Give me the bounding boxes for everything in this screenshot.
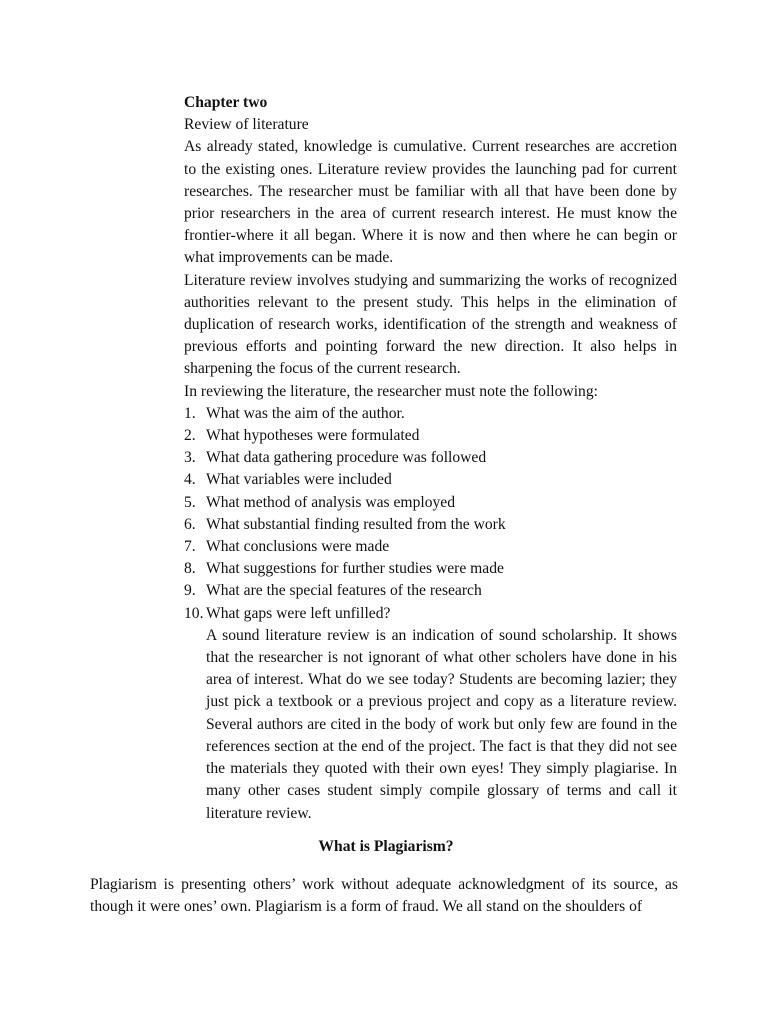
list-item-number: 4. [184, 471, 196, 489]
list-item-number: 5. [184, 493, 196, 511]
paragraph-knowledge: As already stated, knowledge is cumulative. Current researches are accretion to the existing ones. Literature review provides the launching pad for current researches. The researcher must be familiar with all that have been done by prior researchers in the area of current research interest. He must know the frontier-where it all began. Where it is now and then where he can begin or what improvements can be made. [184, 138, 677, 267]
list-item-text: What are the special features of the research [206, 582, 482, 600]
plagiarism-heading-text: What is Plagiarism? [318, 838, 454, 855]
list-item [184, 536, 677, 558]
list-item-number: 3. [184, 449, 196, 467]
list-item-text: What substantial finding resulted from the work [206, 515, 506, 533]
list-item [184, 469, 677, 491]
chapter-title: Chapter two [184, 94, 268, 111]
review-questions-list [184, 403, 677, 625]
list-item-text: What was the aim of the author. [206, 404, 405, 422]
list-item-text: What variables were included [206, 471, 392, 489]
list-intro: In reviewing the literature, the researcher must note the following: [184, 382, 598, 400]
list-item [184, 580, 677, 602]
list-item [184, 403, 677, 425]
list-item-number: 6. [184, 515, 196, 533]
list-item-number: 1. [184, 404, 196, 422]
list-item-number: 10. [184, 604, 204, 622]
list-item [184, 492, 677, 514]
list-item-text: What hypotheses were formulated [206, 427, 420, 445]
list-item-text: What suggestions for further studies were made [206, 560, 504, 578]
list-item-text: What conclusions were made [206, 538, 390, 556]
list-item-number: 2. [184, 427, 196, 445]
list-item [184, 603, 677, 625]
plagiarism-heading [0, 836, 768, 858]
list-item-number: 9. [184, 582, 196, 600]
list-item-number: 8. [184, 560, 196, 578]
chapter-subtitle: Review of literature [184, 116, 309, 134]
list-item-text: What data gathering procedure was followed [206, 449, 487, 467]
list-item [184, 514, 677, 536]
list-item [184, 558, 677, 580]
list-item-number: 7. [184, 538, 196, 556]
chapter-section [184, 92, 677, 825]
paragraph-plagiarism: Plagiarism is presenting others’ work without adequate acknowledgment of its source, as though it were ones’ own. Plagiarism is a form of fraud. We all stand on the shoulders of [90, 876, 678, 916]
list-item [184, 425, 677, 447]
paragraph-literature-review: Literature review involves studying and summarizing the works of recognized authorities relevant to the present study. This helps in the elimination of duplication of research works, identification of the strength and weakness of previous efforts and pointing forward the new direction. It also helps in sharpening the focus of the current research. [184, 271, 677, 378]
paragraph-sound-review: A sound literature review is an indication of sound scholarship. It shows that the researcher is not ignorant of what other scholers have done in his area of interest. What do we see today? Students are becoming lazier; they just pick a textbook or a previous project and copy as a literature review. Several authors are cited in the body of work but only few are found in the references section at the end of the project. The fact is that they did not see the materials they quoted with their own eyes! They simply plagiarise. In many other cases student simply compile glossary of terms and call it literature review. [206, 626, 677, 822]
list-item [184, 447, 677, 469]
list-item-text: What method of analysis was employed [206, 493, 456, 511]
list-item-text: What gaps were left unfilled? [206, 604, 391, 622]
